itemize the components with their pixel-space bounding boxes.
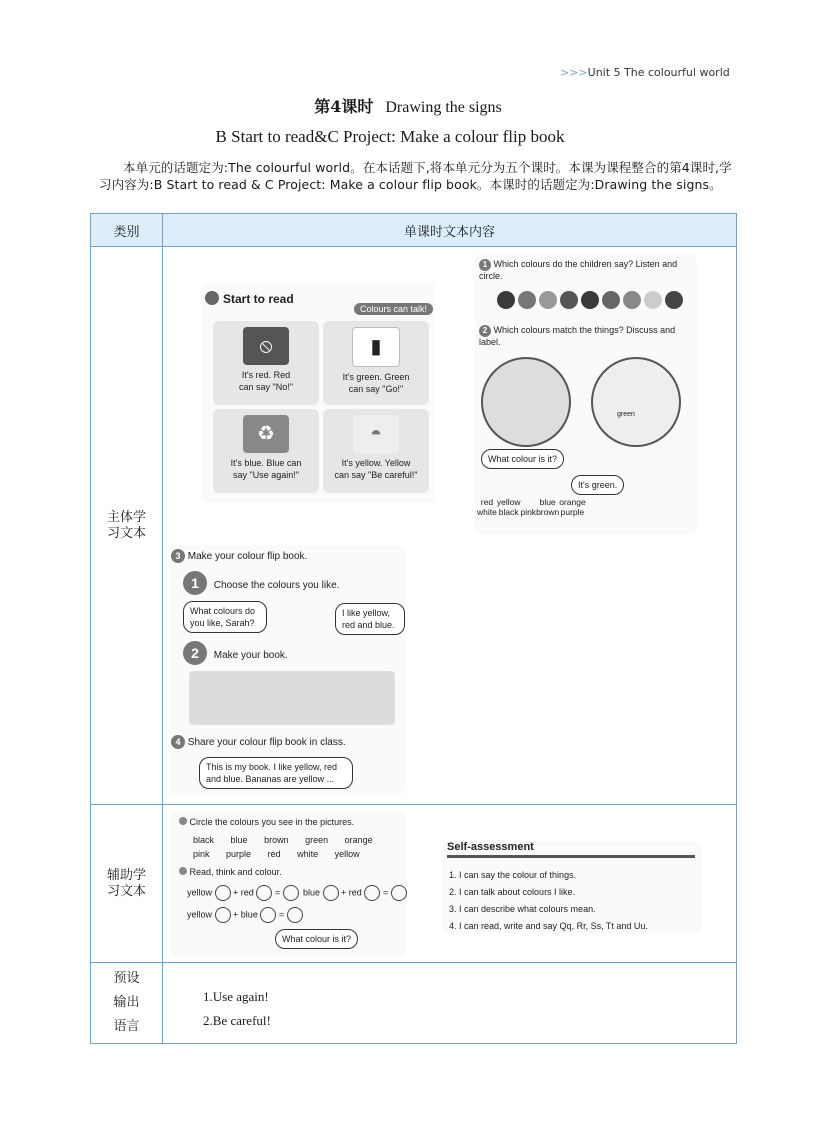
colour-words-row-1 xyxy=(193,835,373,845)
recycle-bin-icon: ♻ xyxy=(243,415,289,453)
share-number: 4 xyxy=(171,735,185,749)
unit-header xyxy=(560,66,730,79)
header-content: 单课时文本内容 xyxy=(163,214,737,247)
word-bank xyxy=(477,497,586,517)
equation-word: + red xyxy=(341,887,362,898)
read-heading xyxy=(179,867,282,877)
row-label-output xyxy=(91,963,163,1044)
start-to-read-heading xyxy=(205,291,294,306)
row-label-aux xyxy=(91,805,163,963)
traffic-light-icon: ▮ xyxy=(352,327,400,367)
sign-text: say "Use again!" xyxy=(233,470,299,480)
equation-word: = xyxy=(382,887,389,898)
self-assessment-item: 3. I can describe what colours mean. xyxy=(449,904,596,914)
sign-text: can say "No!" xyxy=(239,382,293,392)
share-text: Share your colour flip book in class. xyxy=(187,737,346,748)
self-assessment-item: 4. I can read, write and say Qq, Rr, Ss, Tt and Uu. xyxy=(449,921,648,931)
activity-2-number: 2 xyxy=(479,325,491,337)
step-2-text: Make your book. xyxy=(213,650,288,661)
paint-dot xyxy=(518,291,536,309)
colour-circle[interactable] xyxy=(283,885,299,901)
bullet-icon xyxy=(179,867,187,875)
output-list xyxy=(203,985,271,1033)
step-1 xyxy=(183,571,339,595)
sign-text: can say "Go!" xyxy=(348,384,404,394)
sign-text: It's yellow. Yellow xyxy=(341,458,411,468)
intro-paragraph: 本单元的话题定为:The colourful world。在本话题下,将本单元分为五个课时。本课为课程整合的第4课时,学习内容为:B Start to read & C Project: Make a colour flip book。本课时的话题定为:Drawing the signs。 xyxy=(99,160,732,192)
colour-circle[interactable] xyxy=(256,885,272,901)
colour-circle[interactable] xyxy=(260,907,276,923)
project-panel xyxy=(169,545,405,795)
project-number: 3 xyxy=(171,549,185,563)
colours-can-talk-badge: Colours can talk! xyxy=(354,303,433,315)
section-dot-icon xyxy=(205,291,219,305)
equation-word: = xyxy=(274,887,281,898)
row-label-output-text: 预设输出语言 xyxy=(113,971,140,1034)
equation-word: + red xyxy=(233,887,254,898)
sign-text: It's blue. Blue can xyxy=(230,458,302,468)
self-assessment-item: 1. I can say the colour of things. xyxy=(449,870,577,880)
word-bank-item: red xyxy=(480,497,494,507)
self-assessment-item: 2. I can talk about colours I like. xyxy=(449,887,576,897)
colour-word: brown xyxy=(264,835,289,845)
word-bank-item: yellow xyxy=(496,497,521,507)
paint-dot xyxy=(623,291,641,309)
sign-text: It's red. Red xyxy=(241,370,291,380)
colour-word: red xyxy=(267,849,281,859)
paint-dot xyxy=(497,291,515,309)
self-assessment-list xyxy=(449,867,648,935)
equation-word: + blue xyxy=(233,909,258,920)
lesson-subtitle: B Start to read&C Project: Make a colour flip book xyxy=(215,127,565,146)
colour-circle[interactable] xyxy=(215,885,231,901)
activity-1-text: Which colours do the children say? Listen and circle. xyxy=(479,259,678,281)
colour-circle[interactable] xyxy=(364,885,380,901)
step-1-question-bubble: What colours do you like, Sarah? xyxy=(183,601,267,633)
header-category: 类别 xyxy=(91,214,163,247)
activity-1-number: 1 xyxy=(479,259,491,271)
word-bank-item: pink xyxy=(520,507,537,517)
paint-dot xyxy=(560,291,578,309)
circle-heading-text: Circle the colours you see in the pictures. xyxy=(189,817,355,827)
start-to-read-title: Start to read xyxy=(223,292,294,306)
output-cell xyxy=(163,963,737,1044)
colour-word: purple xyxy=(226,849,252,859)
share-bubble: This is my book. I like yellow, red and blue. Bananas are yellow ... xyxy=(199,757,353,789)
equation-word: blue xyxy=(303,887,321,898)
main-text-cell xyxy=(163,247,737,805)
lesson-number: 第4课时 xyxy=(314,97,374,116)
output-item: 2.Be careful! xyxy=(203,1013,271,1028)
colour-word: green xyxy=(305,835,329,845)
start-to-read-panel xyxy=(201,283,435,503)
sign-card-blue xyxy=(213,409,319,493)
paint-dot xyxy=(644,291,662,309)
read-heading-text: Read, think and colour. xyxy=(189,867,282,877)
project-heading xyxy=(171,549,307,563)
share-activity xyxy=(171,735,346,749)
self-assessment-heading: Self-assessment xyxy=(447,841,695,858)
paint-dot xyxy=(581,291,599,309)
equation-word: = xyxy=(278,909,285,920)
circle-heading xyxy=(179,817,354,827)
paint-dot xyxy=(602,291,620,309)
activity-2-text: Which colours match the things? Discuss and label. xyxy=(479,325,676,347)
aux-bubble: What colour is it? xyxy=(275,929,358,949)
word-bank-item: white xyxy=(477,507,497,517)
output-item: 1.Use again! xyxy=(203,989,269,1004)
word-bank-item: black xyxy=(498,507,519,517)
no-camera-icon: ⦸ xyxy=(243,327,289,365)
colour-circle[interactable] xyxy=(391,885,407,901)
lesson-title xyxy=(0,94,816,117)
colour-word: blue xyxy=(230,835,248,845)
word-bank-item: purple xyxy=(560,507,585,517)
row-label-main xyxy=(91,247,163,805)
colour-word: yellow xyxy=(334,849,360,859)
answer-bubble: It's green. xyxy=(571,475,624,495)
equation-1 xyxy=(187,885,299,901)
activity-1 xyxy=(479,259,693,282)
sign-card-yellow xyxy=(323,409,429,493)
equation-3 xyxy=(187,907,303,923)
word-bank-item xyxy=(520,497,536,507)
colour-words-row-2 xyxy=(193,849,360,859)
bullet-icon xyxy=(179,817,187,825)
colour-word: black xyxy=(193,835,215,845)
equation-word: yellow xyxy=(187,909,213,920)
word-bank-item: orange xyxy=(559,497,586,507)
equation-word: yellow xyxy=(187,887,213,898)
colour-wheel-right xyxy=(591,357,681,447)
row-label-aux-text: 辅助学习文本 xyxy=(106,867,146,899)
activity-2 xyxy=(479,325,693,348)
sign-card-green xyxy=(323,321,429,405)
step-1-answer-bubble: I like yellow, red and blue. xyxy=(335,603,405,635)
step-2 xyxy=(183,641,288,665)
colour-circle[interactable] xyxy=(287,907,303,923)
colour-word: white xyxy=(297,849,319,859)
sign-text: can say "Be careful!" xyxy=(334,470,418,480)
paint-dot xyxy=(539,291,557,309)
header-arrows: >>> xyxy=(560,66,588,79)
flip-book-illustration xyxy=(189,671,395,725)
colour-word: orange xyxy=(344,835,373,845)
colour-word: pink xyxy=(193,849,210,859)
activities-panel xyxy=(475,253,697,535)
step-1-text: Choose the colours you like. xyxy=(213,580,340,591)
lesson-topic: Drawing the signs xyxy=(385,99,502,116)
project-heading-text: Make your colour flip book. xyxy=(187,551,308,562)
row-label-main-text: 主体学习文本 xyxy=(106,509,146,541)
content-table xyxy=(90,213,737,1044)
header-unit: Unit 5 The colourful world xyxy=(587,66,730,79)
step-1-number: 1 xyxy=(183,571,207,595)
equation-2 xyxy=(303,885,407,901)
colour-circle[interactable] xyxy=(323,885,339,901)
step-2-number: 2 xyxy=(183,641,207,665)
question-bubble: What colour is it? xyxy=(481,449,564,469)
paint-splashes xyxy=(497,291,686,311)
aux-text-cell xyxy=(163,805,737,963)
aux-panel xyxy=(171,811,407,957)
paint-dot xyxy=(665,291,683,309)
sign-text: It's green. Green xyxy=(342,372,410,382)
colour-circle[interactable] xyxy=(215,907,231,923)
word-bank-item: brown xyxy=(536,507,560,517)
self-assessment-panel xyxy=(443,841,701,933)
wheel-label: green xyxy=(617,411,635,418)
cap-icon: ◓ xyxy=(353,415,399,453)
word-bank-item: blue xyxy=(539,497,556,507)
sign-card-red xyxy=(213,321,319,405)
colour-wheel-left xyxy=(481,357,571,447)
